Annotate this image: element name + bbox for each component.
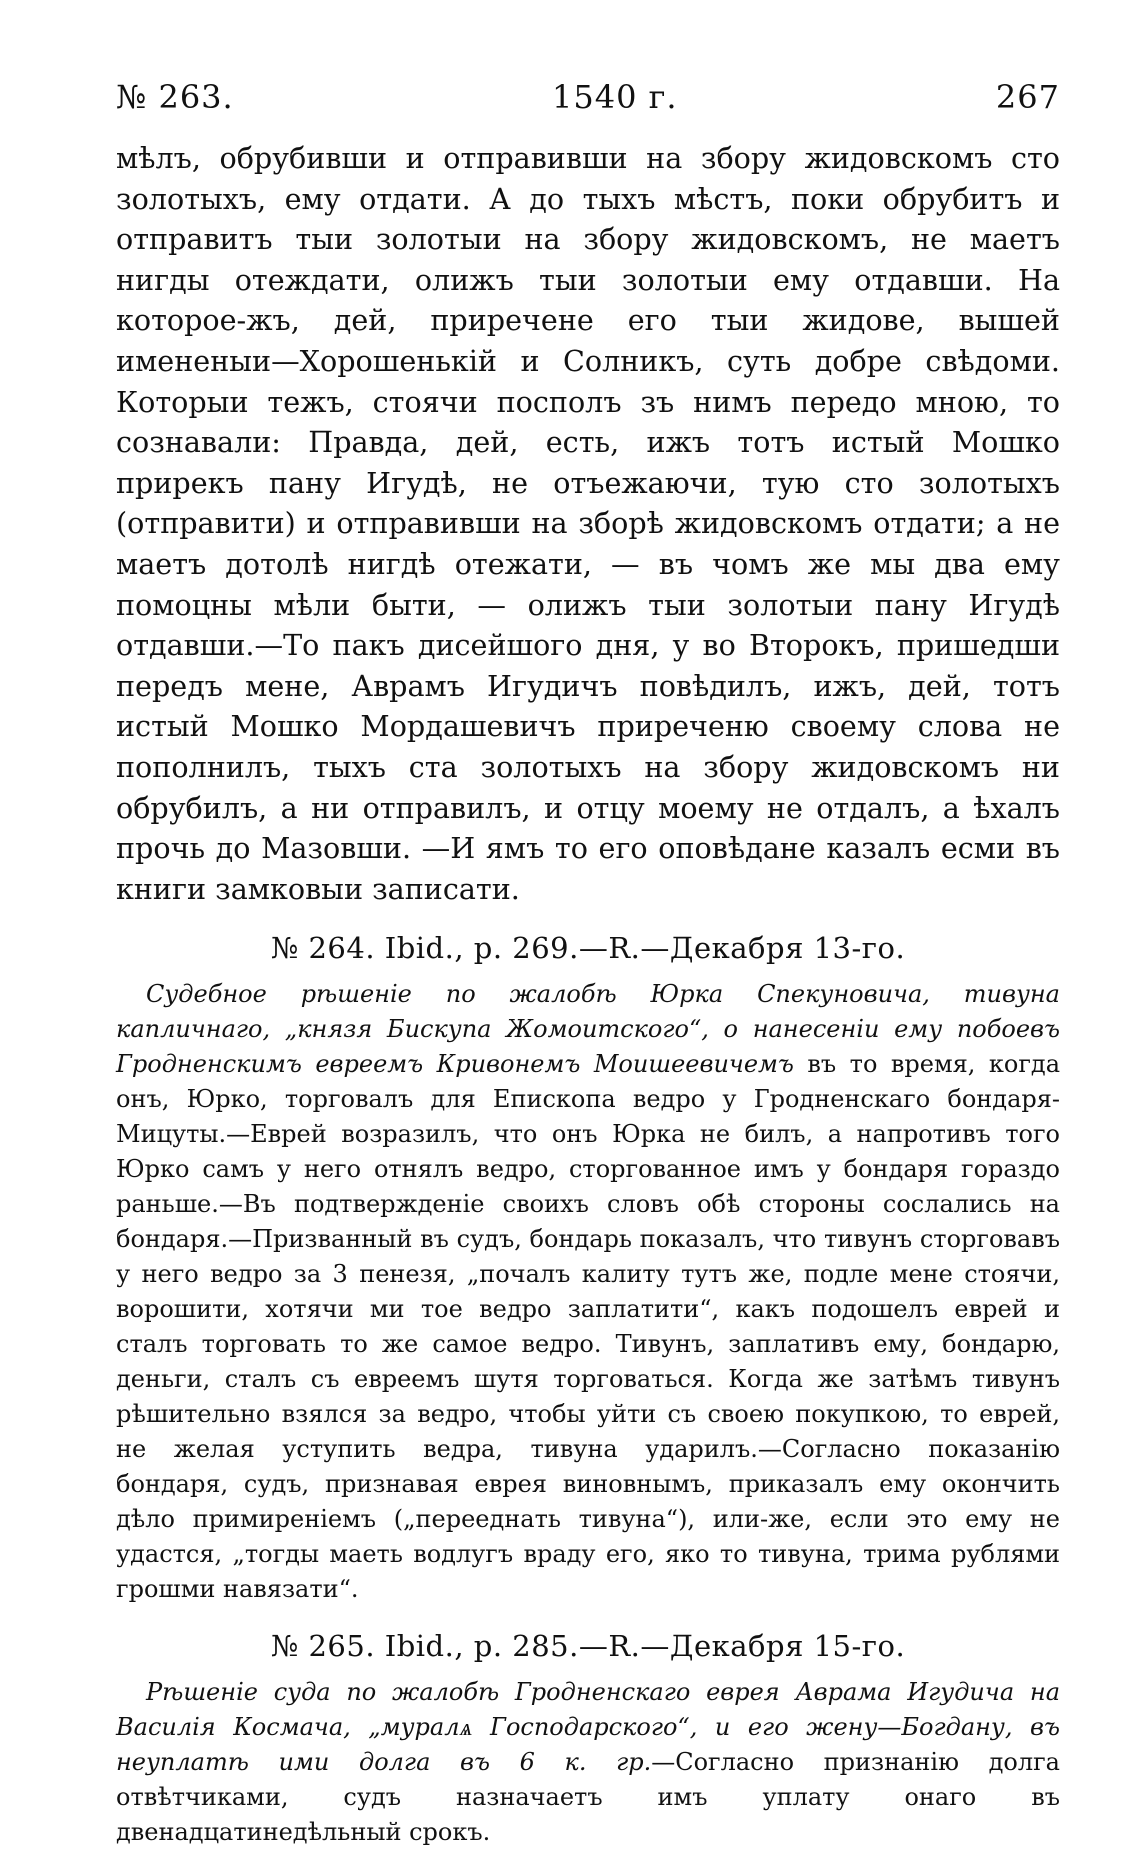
doc-265-heading: № 265. Ibid., р. 285.—R.—Декабря 15-го. — [270, 1629, 906, 1664]
doc-265-summary-italic: Рѣшеніе суда по жалобѣ Гродненскаго еврея Аврама Игудича на Василія Космача, „муралѧ Господарского“, и его жену—Богдану, въ неуплатѣ ими долга въ 6 к. гр. — [116, 1678, 1060, 1777]
doc-264-summary — [116, 977, 1060, 1607]
doc-265-summary — [116, 1675, 1060, 1850]
document-number: № 263. — [116, 78, 234, 116]
doc-263-body — [116, 138, 1060, 909]
page-number: 267 — [995, 78, 1060, 116]
doc-265-summary-text: —Согласно признанію долга отвѣтчиками, судъ назначаетъ имъ уплату онаго въ двенадцатинедѣльный срокъ. — [116, 1748, 1060, 1847]
doc-264-heading: № 264. Ibid., р. 269.—R.—Декабря 13-го. — [270, 931, 906, 966]
page-header — [116, 78, 1060, 116]
doc-263-paragraph: мѣлъ, обрубивши и отправивши на збору жидовскомъ сто золотыхъ, ему отдати. А до тыхъ мѣстъ, поки обрубитъ и отправитъ тыи золотыи на збору жидовскомъ, не маетъ нигды отеждати, олижъ тыи золотыи ему отдавши. На которое-жъ, дей, приречене его тыи жидове, вышей имененыи—Хорошенькій и Солникъ, суть добре свѣдоми. Которыи тежъ, стоячи посполъ зъ нимъ передо мною, то сознавали: Правда, дей, есть, ижъ тотъ истый Мошко прирекъ пану Игудѣ, не отъежаючи, тую сто золотыхъ (отправити) и отправивши на зборѣ жидовскомъ отдати; а не маетъ дотолѣ нигдѣ отежати, — въ чомъ же мы два ему помоцны мѣли быти, — олижъ тыи золотыи пану Игудѣ отдавши.—То пакъ дисейшого дня, у во Второкъ, пришедши передъ мене, Аврамъ Игудичъ повѣдилъ, ижъ, дей, тотъ истый Мошко Мордашевичъ приреченю своему слова не пополнилъ, тыхъ ста золотыхъ на збору жидовскомъ ни обрубилъ, а ни отправилъ, и отцу моему не отдалъ, а ѣхалъ прочь до Мазовши. —И ямъ то его оповѣдане казалъ есми въ книги замковыи записати. — [116, 141, 1060, 906]
year-label: 1540 г. — [552, 78, 678, 116]
doc-264-summary-italic: Судебное рѣшеніе по жалобѣ Юрка Спекуновича, тивуна капличнаго, „князя Бискупа Жомоитского“, о нанесеніи ему побоевъ Гродненскимъ евреемъ Кривонемъ Моишеевичемъ — [116, 980, 1060, 1079]
doc-264-summary-text: въ то время, когда онъ, Юрко, торговалъ для Епископа ведро у Гродненскаго бондаря-Мицуты.—Еврей возразилъ, что онъ Юрка не билъ, а напротивъ того Юрко самъ у него отнялъ ведро, сторгованное имъ у бондаря гораздо раньше.—Въ подтвержденіе своихъ словъ обѣ стороны сослались на бондаря.—Призванный въ судъ, бондарь показалъ, что тивунъ сторговавъ у него ведро за 3 пенезя, „почалъ калиту тутъ же, подле мене стоячи, ворошити, хотячи ми тое ведро заплатити“, какъ подошелъ еврей и сталъ торговать то же самое ведро. Тивунъ, заплативъ ему, бондарю, деньги, сталъ съ евреемъ шутя торговаться. Когда же затѣмъ тивунъ рѣшительно взялся за ведро, чтобы уйти съ своею покупкою, то еврей, не желая уступить ведра, тивуна ударилъ.—Согласно показанію бондаря, судъ, признавая еврея виновнымъ, приказалъ ему окончить дѣло примиреніемъ („перееднать тивуна“), или-же, если это ему не удастся, „тогды маеть водлугъ враду его, яко то тивуна, трима рублями грошми навязати“. — [116, 1050, 1060, 1604]
